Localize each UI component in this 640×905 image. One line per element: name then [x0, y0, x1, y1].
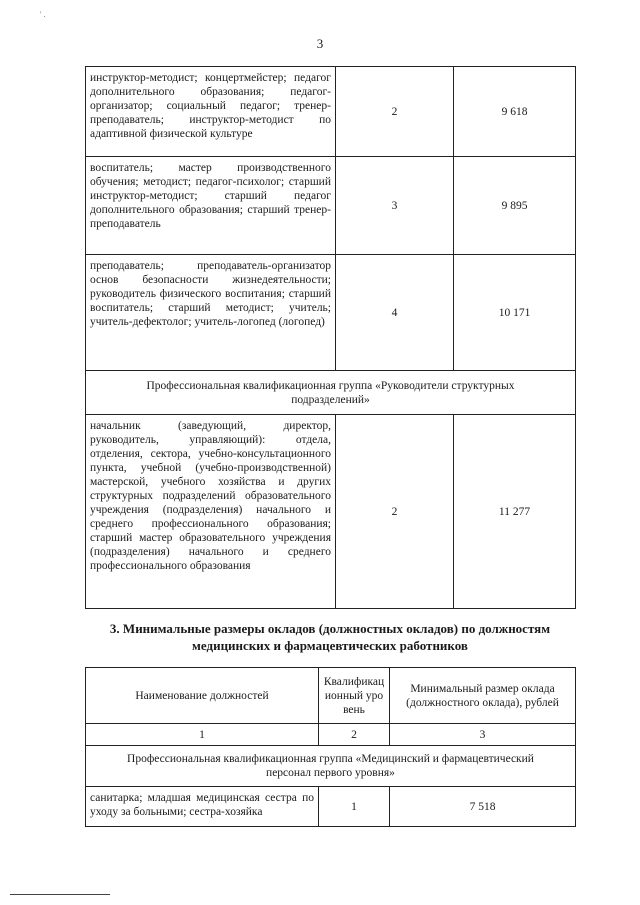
- group-row: [86, 746, 576, 787]
- table-row: [86, 415, 576, 609]
- salary-amount: 10 171: [454, 255, 576, 371]
- salary-amount: 7 518: [390, 787, 576, 827]
- column-number: 2: [319, 724, 390, 746]
- column-number: 3: [390, 724, 576, 746]
- position-names: начальник (заведующий, директор, руководитель, управляющий): отдела, отделения, сектора, учебно-консультационного пункта, учебной (учебно-производственной) мастерской, учебного хозяйства и других структурных подразделений образовательного учреждения (подразделения) начального и среднего профессионального образования; старший мастер образовательного учреждения (подразделения) начального и среднего профессионального образования: [86, 415, 336, 609]
- header-row: [86, 668, 576, 724]
- qualification-level: 3: [336, 157, 454, 255]
- column-header-level: Квалификационный уровень: [319, 668, 390, 724]
- qualification-level: 4: [336, 255, 454, 371]
- salary-amount: 11 277: [454, 415, 576, 609]
- column-number: 1: [86, 724, 319, 746]
- position-names: преподаватель; преподаватель-организатор основ безопасности жизнедеятельности; руководитель физического воспитания; старший воспитатель; старший методист; учитель; учитель-дефектолог; учитель-логопед (логопед): [86, 255, 336, 371]
- footer-divider: [10, 894, 110, 895]
- position-names: инструктор-методист; концертмейстер; педагог дополнительного образования; педагог-организатор; социальный педагог; тренер-преподаватель; инструктор-методист по адаптивной физической культуре: [86, 67, 336, 157]
- salary-amount: 9 895: [454, 157, 576, 255]
- group-row: [86, 371, 576, 415]
- column-number-row: [86, 724, 576, 746]
- column-header-name: Наименование должностей: [86, 668, 319, 724]
- position-names: воспитатель; мастер производственного обучения; методист; педагог-психолог; старший инструктор-методист; старший педагог дополнительного образования; старший тренер-преподаватель: [86, 157, 336, 255]
- column-header-salary: Минимальный размер оклада (должностного оклада), рублей: [390, 668, 576, 724]
- qualification-level: 2: [336, 415, 454, 609]
- medical-salary-table: [85, 667, 576, 827]
- scan-mark: ' .: [40, 10, 46, 19]
- salary-table-continued: [85, 66, 576, 609]
- page-number: 3: [316, 36, 324, 51]
- position-names: санитарка; младшая медицинская сестра по уходу за больными; сестра-хозяйка: [86, 787, 319, 827]
- table-row: [86, 67, 576, 157]
- section-heading: 3. Минимальные размеры окладов (должностных окладов) по должностям медицинских и фармацевтических работников: [109, 621, 551, 653]
- table-row: [86, 157, 576, 255]
- qualification-group-title: Профессиональная квалификационная группа «Руководители структурных подразделений»: [86, 371, 576, 415]
- table-row: [86, 255, 576, 371]
- table-row: [86, 787, 576, 827]
- qualification-level: 2: [336, 67, 454, 157]
- qualification-group-title: Профессиональная квалификационная группа «Медицинский и фармацевтический персонал первого уровня»: [86, 746, 576, 787]
- qualification-level: 1: [319, 787, 390, 827]
- salary-amount: 9 618: [454, 67, 576, 157]
